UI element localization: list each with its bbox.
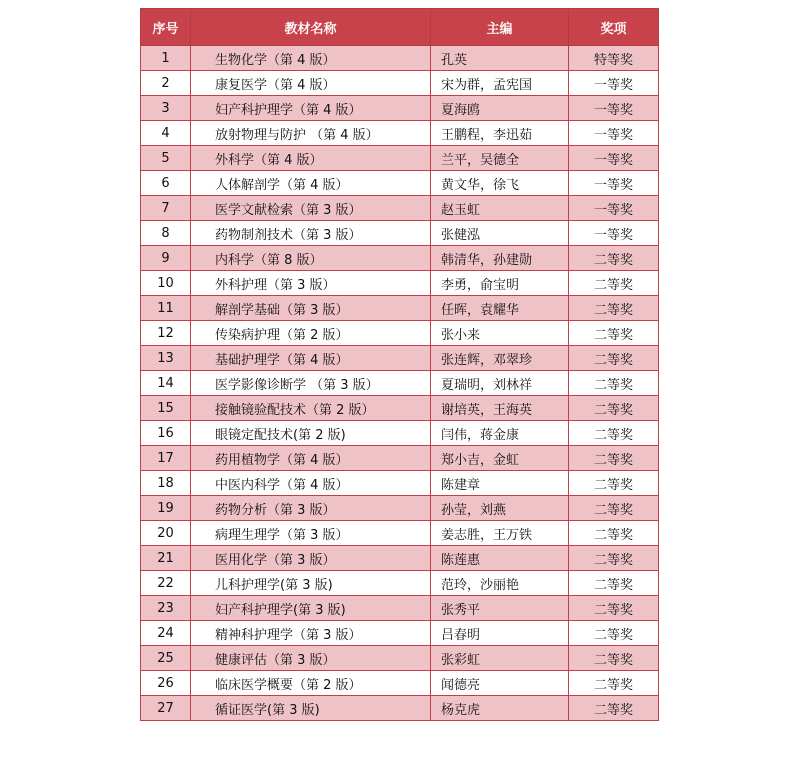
cell-num: 21 (141, 546, 191, 571)
cell-textbook-name: 人体解剖学（第 4 版） (191, 171, 431, 196)
cell-editor: 杨克虎 (431, 696, 569, 721)
cell-editor: 陈莲惠 (431, 546, 569, 571)
cell-num: 22 (141, 571, 191, 596)
cell-award: 二等奖 (569, 271, 659, 296)
cell-textbook-name: 外科学（第 4 版） (191, 146, 431, 171)
cell-num: 15 (141, 396, 191, 421)
header-award: 奖项 (569, 9, 659, 46)
cell-num: 20 (141, 521, 191, 546)
cell-award: 一等奖 (569, 171, 659, 196)
cell-award: 二等奖 (569, 671, 659, 696)
cell-editor: 韩清华，孙建勋 (431, 246, 569, 271)
cell-editor: 张秀平 (431, 596, 569, 621)
table-row (141, 421, 659, 446)
cell-editor: 陈建章 (431, 471, 569, 496)
cell-textbook-name: 健康评估（第 3 版） (191, 646, 431, 671)
cell-editor: 张连辉，邓翠珍 (431, 346, 569, 371)
cell-textbook-name: 传染病护理（第 2 版） (191, 321, 431, 346)
cell-award: 一等奖 (569, 146, 659, 171)
table-row (141, 121, 659, 146)
table-row (141, 646, 659, 671)
table-row (141, 221, 659, 246)
table-row (141, 571, 659, 596)
header-name: 教材名称 (191, 9, 431, 46)
cell-award: 二等奖 (569, 371, 659, 396)
table-row (141, 371, 659, 396)
cell-editor: 孙莹，刘燕 (431, 496, 569, 521)
table-row (141, 46, 659, 71)
cell-award: 二等奖 (569, 646, 659, 671)
cell-num: 3 (141, 96, 191, 121)
cell-num: 7 (141, 196, 191, 221)
table-row (141, 446, 659, 471)
cell-award: 二等奖 (569, 621, 659, 646)
table-body (141, 46, 659, 721)
cell-num: 8 (141, 221, 191, 246)
cell-award: 一等奖 (569, 121, 659, 146)
cell-textbook-name: 药用植物学（第 4 版） (191, 446, 431, 471)
table-row (141, 521, 659, 546)
cell-textbook-name: 药物分析（第 3 版） (191, 496, 431, 521)
cell-textbook-name: 康复医学（第 4 版） (191, 71, 431, 96)
cell-num: 2 (141, 71, 191, 96)
cell-num: 11 (141, 296, 191, 321)
cell-editor: 夏瑞明，刘林祥 (431, 371, 569, 396)
table-row (141, 296, 659, 321)
cell-num: 17 (141, 446, 191, 471)
table-row (141, 546, 659, 571)
table-row (141, 596, 659, 621)
cell-award: 二等奖 (569, 496, 659, 521)
cell-award: 二等奖 (569, 421, 659, 446)
cell-award: 二等奖 (569, 471, 659, 496)
cell-editor: 姜志胜，王万铁 (431, 521, 569, 546)
table-row (141, 671, 659, 696)
cell-editor: 闫伟，蒋金康 (431, 421, 569, 446)
cell-textbook-name: 中医内科学（第 4 版） (191, 471, 431, 496)
cell-editor: 赵玉虹 (431, 196, 569, 221)
cell-textbook-name: 妇产科护理学（第 4 版） (191, 96, 431, 121)
cell-textbook-name: 解剖学基础（第 3 版） (191, 296, 431, 321)
cell-num: 10 (141, 271, 191, 296)
table-row (141, 621, 659, 646)
cell-award: 二等奖 (569, 696, 659, 721)
cell-num: 23 (141, 596, 191, 621)
cell-textbook-name: 放射物理与防护 （第 4 版） (191, 121, 431, 146)
cell-num: 18 (141, 471, 191, 496)
table-row (141, 246, 659, 271)
table-row (141, 321, 659, 346)
cell-editor: 张健泓 (431, 221, 569, 246)
cell-editor: 张小来 (431, 321, 569, 346)
header-editor: 主编 (431, 9, 569, 46)
cell-num: 13 (141, 346, 191, 371)
cell-textbook-name: 病理生理学（第 3 版） (191, 521, 431, 546)
table-row (141, 496, 659, 521)
cell-award: 二等奖 (569, 571, 659, 596)
table-row (141, 696, 659, 721)
textbook-awards-table (140, 8, 659, 721)
cell-award: 二等奖 (569, 296, 659, 321)
cell-num: 25 (141, 646, 191, 671)
cell-editor: 黄文华，徐飞 (431, 171, 569, 196)
cell-award: 二等奖 (569, 321, 659, 346)
cell-num: 4 (141, 121, 191, 146)
table-header-row (141, 9, 659, 46)
cell-award: 二等奖 (569, 396, 659, 421)
cell-editor: 宋为群，孟宪国 (431, 71, 569, 96)
cell-textbook-name: 妇产科护理学(第 3 版) (191, 596, 431, 621)
cell-award: 一等奖 (569, 196, 659, 221)
table-row (141, 71, 659, 96)
cell-num: 5 (141, 146, 191, 171)
cell-editor: 谢培英，王海英 (431, 396, 569, 421)
cell-num: 6 (141, 171, 191, 196)
cell-award: 一等奖 (569, 221, 659, 246)
table-row (141, 346, 659, 371)
cell-award: 二等奖 (569, 546, 659, 571)
cell-editor: 范玲，沙丽艳 (431, 571, 569, 596)
cell-award: 二等奖 (569, 521, 659, 546)
table-row (141, 271, 659, 296)
cell-textbook-name: 医学文献检索（第 3 版） (191, 196, 431, 221)
cell-award: 二等奖 (569, 246, 659, 271)
table-row (141, 96, 659, 121)
cell-editor: 夏海鸥 (431, 96, 569, 121)
cell-textbook-name: 生物化学（第 4 版） (191, 46, 431, 71)
cell-textbook-name: 儿科护理学(第 3 版) (191, 571, 431, 596)
table-row (141, 471, 659, 496)
cell-editor: 王鹏程，李迅茹 (431, 121, 569, 146)
cell-num: 19 (141, 496, 191, 521)
table-row (141, 196, 659, 221)
cell-textbook-name: 基础护理学（第 4 版） (191, 346, 431, 371)
cell-editor: 闻德亮 (431, 671, 569, 696)
cell-editor: 郑小吉，金虹 (431, 446, 569, 471)
cell-award: 特等奖 (569, 46, 659, 71)
cell-num: 27 (141, 696, 191, 721)
cell-award: 一等奖 (569, 71, 659, 96)
cell-textbook-name: 内科学（第 8 版） (191, 246, 431, 271)
cell-textbook-name: 眼镜定配技术(第 2 版) (191, 421, 431, 446)
cell-textbook-name: 外科护理（第 3 版） (191, 271, 431, 296)
cell-num: 14 (141, 371, 191, 396)
table-row (141, 396, 659, 421)
cell-award: 二等奖 (569, 346, 659, 371)
cell-textbook-name: 临床医学概要（第 2 版） (191, 671, 431, 696)
cell-award: 一等奖 (569, 96, 659, 121)
cell-editor: 李勇，俞宝明 (431, 271, 569, 296)
cell-award: 二等奖 (569, 446, 659, 471)
cell-num: 16 (141, 421, 191, 446)
header-num: 序号 (141, 9, 191, 46)
cell-textbook-name: 循证医学(第 3 版) (191, 696, 431, 721)
cell-textbook-name: 药物制剂技术（第 3 版） (191, 221, 431, 246)
cell-editor: 兰平，吴德全 (431, 146, 569, 171)
cell-editor: 吕春明 (431, 621, 569, 646)
cell-num: 9 (141, 246, 191, 271)
cell-num: 26 (141, 671, 191, 696)
cell-editor: 任晖，袁耀华 (431, 296, 569, 321)
cell-award: 二等奖 (569, 596, 659, 621)
cell-textbook-name: 接触镜验配技术（第 2 版） (191, 396, 431, 421)
cell-num: 24 (141, 621, 191, 646)
cell-num: 12 (141, 321, 191, 346)
cell-editor: 张彩虹 (431, 646, 569, 671)
table-row (141, 146, 659, 171)
table-row (141, 171, 659, 196)
cell-textbook-name: 医学影像诊断学 （第 3 版） (191, 371, 431, 396)
cell-num: 1 (141, 46, 191, 71)
cell-textbook-name: 精神科护理学（第 3 版） (191, 621, 431, 646)
cell-textbook-name: 医用化学（第 3 版） (191, 546, 431, 571)
cell-editor: 孔英 (431, 46, 569, 71)
